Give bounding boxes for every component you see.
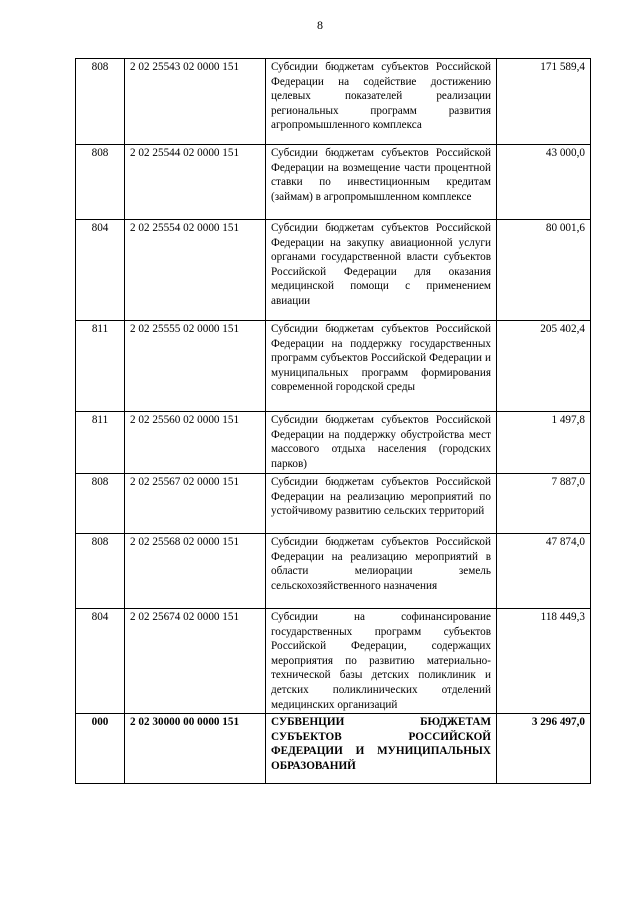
- amount-cell: 7 887,0: [497, 474, 591, 534]
- kbk-code-cell: 2 02 25674 02 0000 151: [125, 609, 266, 714]
- income-name-cell: Субсидии бюджетам субъектов Российской Федерации на закупку авиационной услуги органами государственной власти субъектов Российской Федерации для оказания медицинской помощи с применением авиации: [266, 220, 497, 321]
- table-body: [76, 59, 591, 784]
- admin-code-cell: 808: [76, 145, 125, 220]
- amount-cell: 118 449,3: [497, 609, 591, 714]
- table-row: [76, 714, 591, 784]
- table-row: [76, 145, 591, 220]
- table-row: [76, 321, 591, 412]
- income-name-cell: Субсидии бюджетам субъектов Российской Федерации на возмещение части процентной ставки по инвестиционным кредитам (займам) в агропромышленном комплексе: [266, 145, 497, 220]
- admin-code-cell: 804: [76, 220, 125, 321]
- admin-code-cell: 808: [76, 534, 125, 609]
- income-name-cell: СУБВЕНЦИИ БЮДЖЕТАМ СУБЪЕКТОВ РОССИЙСКОЙ ФЕДЕРАЦИИ И МУНИЦИПАЛЬНЫХ ОБРАЗОВАНИЙ: [266, 714, 497, 784]
- table-row: [76, 609, 591, 714]
- income-name-cell: Субсидии на софинансирование государственных программ субъектов Российской Федерации, содержащих мероприятия по развитию материально-технической базы детских поликлиник и детских поликлинических отделений медицинских организаций: [266, 609, 497, 714]
- table-row: [76, 534, 591, 609]
- income-name-cell: Субсидии бюджетам субъектов Российской Федерации на содействие достижению целевых показателей реализации региональных программ развития агропромышленного комплекса: [266, 59, 497, 145]
- admin-code-cell: 811: [76, 321, 125, 412]
- kbk-code-cell: 2 02 25544 02 0000 151: [125, 145, 266, 220]
- income-name-cell: Субсидии бюджетам субъектов Российской Федерации на поддержку государственных программ субъектов Российской Федерации и муниципальных программ формирования современной городской среды: [266, 321, 497, 412]
- amount-cell: 80 001,6: [497, 220, 591, 321]
- kbk-code-cell: 2 02 25554 02 0000 151: [125, 220, 266, 321]
- table-row: [76, 59, 591, 145]
- amount-cell: 3 296 497,0: [497, 714, 591, 784]
- admin-code-cell: 000: [76, 714, 125, 784]
- table-row: [76, 220, 591, 321]
- admin-code-cell: 811: [76, 412, 125, 474]
- income-name-cell: Субсидии бюджетам субъектов Российской Федерации на реализацию мероприятий в области мелиорации земель сельскохозяйственного назначения: [266, 534, 497, 609]
- kbk-code-cell: 2 02 30000 00 0000 151: [125, 714, 266, 784]
- table-row: [76, 412, 591, 474]
- amount-cell: 43 000,0: [497, 145, 591, 220]
- budget-revenue-table: [75, 58, 591, 784]
- admin-code-cell: 804: [76, 609, 125, 714]
- income-name-cell: Субсидии бюджетам субъектов Российской Федерации на реализацию мероприятий по устойчивому развитию сельских территорий: [266, 474, 497, 534]
- amount-cell: 47 874,0: [497, 534, 591, 609]
- amount-cell: 205 402,4: [497, 321, 591, 412]
- kbk-code-cell: 2 02 25543 02 0000 151: [125, 59, 266, 145]
- admin-code-cell: 808: [76, 474, 125, 534]
- page-number: 8: [317, 18, 323, 32]
- table-row: [76, 474, 591, 534]
- amount-cell: 1 497,8: [497, 412, 591, 474]
- kbk-code-cell: 2 02 25560 02 0000 151: [125, 412, 266, 474]
- amount-cell: 171 589,4: [497, 59, 591, 145]
- admin-code-cell: 808: [76, 59, 125, 145]
- kbk-code-cell: 2 02 25568 02 0000 151: [125, 534, 266, 609]
- kbk-code-cell: 2 02 25567 02 0000 151: [125, 474, 266, 534]
- income-name-cell: Субсидии бюджетам субъектов Российской Федерации на поддержку обустройства мест массового отдыха населения (городских парков): [266, 412, 497, 474]
- kbk-code-cell: 2 02 25555 02 0000 151: [125, 321, 266, 412]
